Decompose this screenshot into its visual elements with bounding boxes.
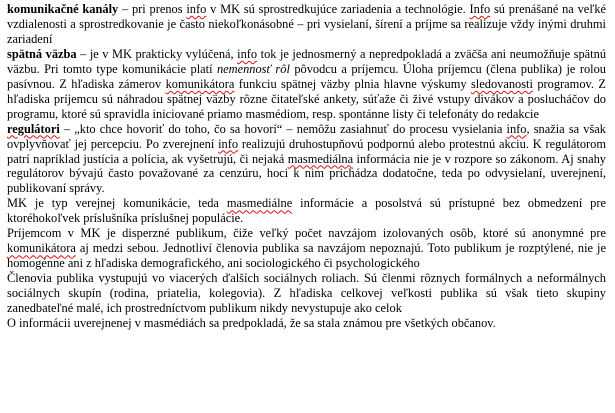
spellcheck-word: info [506, 121, 527, 136]
paragraph-feedback [7, 47, 606, 122]
spellcheck-word: info [237, 46, 258, 61]
text-run: programov. Z hľadiska príjemcu sú náhradou spätnej väzby rôzne čitateľské ankety, súťaže či živé vstupy divákov a poslucháčov do programu, ktoré sú spravidla iniciované priamo masmédiom, resp. spontánne listy či telefonáty do redakcie [7, 76, 606, 121]
spellcheck-word: Info [469, 2, 491, 16]
spellcheck-word: komunikátora [165, 76, 235, 91]
text-run: Príjemcom v MK je disperzné publikum, čiže veľký počet navzájom izolovaných osôb, ktoré sú anonymné pre [7, 226, 606, 241]
paragraph-published-information [7, 316, 606, 331]
text-run: sú prenášané na veľké vzdialenosti a sprostredkovanie je často niekoľkonásobné – pri vysielaní, šírení a príjme sa realizuje vždy inými druhmi zariadení [7, 2, 607, 46]
text-run: – „kto chce hovoriť do toho, čo sa hovorí“ – nemôžu zasiahnuť do procesu vysielania [59, 121, 507, 136]
text-run: funkciu spätnej väzby plnia hlavne výskumy [234, 76, 471, 91]
text-run: informácie a posolstvá sú prístupné bez obmedzení pre ktoréhokoľvek príslušníka príslušnej populácie. [7, 196, 606, 226]
paragraph-public-communication [7, 196, 606, 226]
text-run: MK je typ verejnej komunikácie, teda [7, 196, 227, 211]
italic-phrase: nemennosť rôl [216, 61, 290, 76]
paragraph-audience-members [7, 271, 606, 316]
text-run: – je v MK prakticky vylúčená, [76, 46, 238, 61]
paragraph-disperse-audience [7, 226, 606, 271]
spellcheck-word: masmediálne [226, 196, 293, 211]
term-heading: komunikačné kanály [7, 2, 119, 16]
term-heading: regulátori [7, 121, 60, 136]
paragraph-communication-channels [7, 2, 606, 47]
text-run: v MK sú sprostredkujúce zariadenia a technológie. [206, 2, 470, 16]
spellcheck-word: sledovanosti [470, 76, 533, 91]
text-run: tok je jednosmerný a nepredpokladá a zväčša ani neumožňuje spätnú väzbu. Pri tomto type komunikácie platí [7, 46, 607, 76]
spellcheck-word: komunikátora [7, 241, 76, 256]
text-run: aj medzi sebou. Jednotliví členovia publika sa navzájom nepoznajú. Toto publikum je rozptýlené, nie je homogénne ani z hľadiska demografického, ani sociologického či psychologického [7, 241, 606, 271]
text-run: Členovia publika vystupujú vo viacerých ďalších sociálnych roliach. Sú členmi rôznych formálnych a neformálnych sociálnych skupín (rodina, priatelia, kolegovia). Z hľadiska celkovej veľkosti publika sú však tieto skupiny zanedbateľné malé, ich prostredníctvom publikum nikdy nevystupuje ako celok [7, 271, 606, 316]
text-run: pôvodcu a príjemcu. Úloha príjemcu (člena publika) je rolou pasívnou. Z hľadiska zámerov [7, 61, 606, 91]
term-heading: spätná väzba [7, 46, 77, 61]
spellcheck-word: info [186, 2, 207, 16]
text-run: , snažia sa však ovplyvňovať jej percepciu. Po zverejnení [7, 121, 607, 151]
text-run: informácia nie je v rozpore so zákonom. Aj snahy regulátorov bývajú často považované za cenzúru, hoci k nim prichádza dodatočne, teda po odvysielaní, uverejnení, publikovaní správy. [7, 151, 606, 196]
text-run: – pri prenos [118, 2, 187, 16]
paragraph-regulators [7, 122, 606, 197]
text-run: O informácii uverejnenej v masmédiách sa predpokladá, že sa stala známou pre všetkých občanov. [7, 316, 496, 331]
text-run: realizujú druhostupňovú podpornú alebo protestnú akciu. K regulátorom patrí napríklad justícia a polícia, ak vyšetrujú, či nejaká [7, 136, 607, 166]
spellcheck-word: info [218, 136, 239, 151]
spellcheck-word: masmediálna [287, 151, 354, 166]
